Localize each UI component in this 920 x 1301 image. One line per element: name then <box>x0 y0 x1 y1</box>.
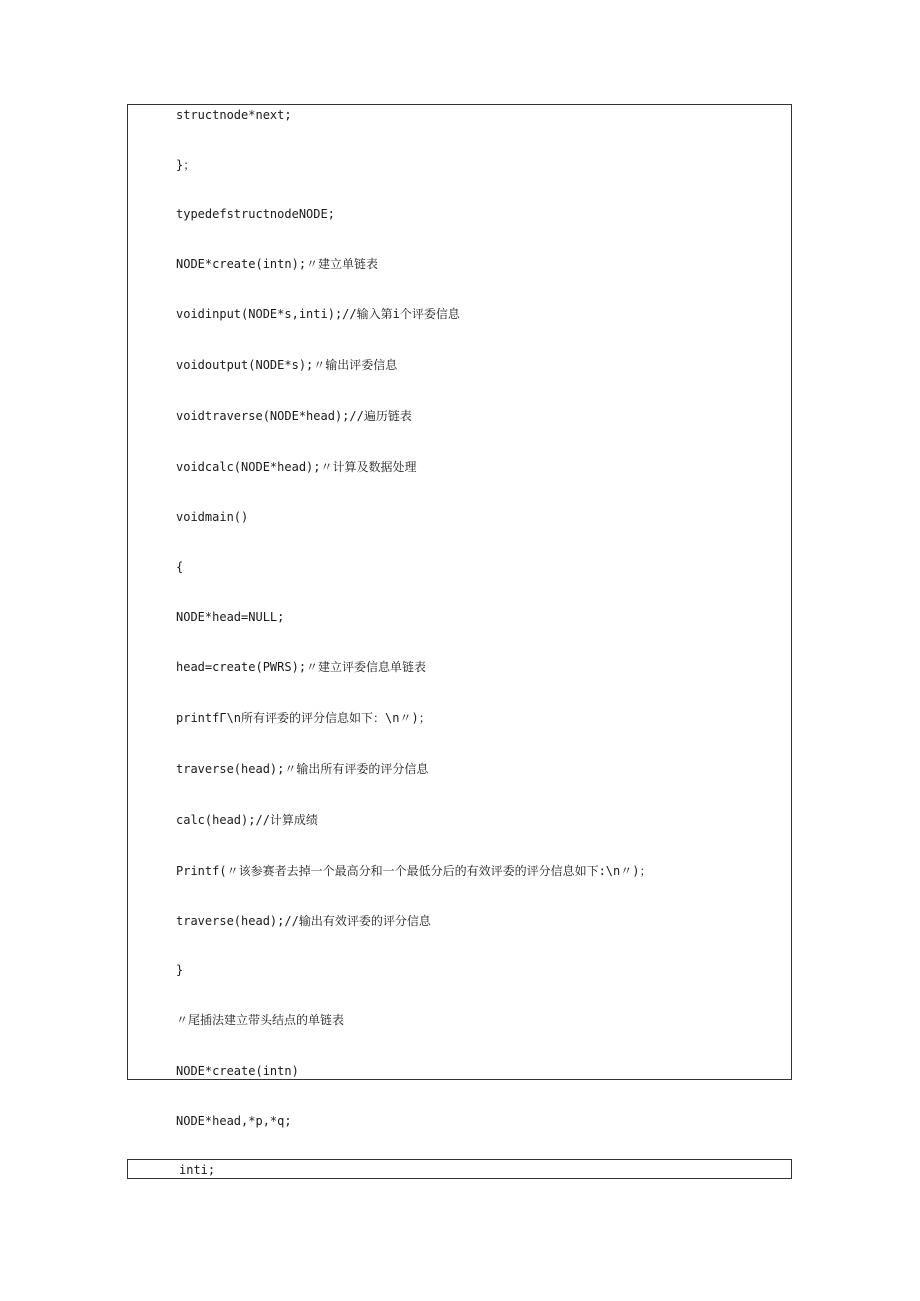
code-line: NODE*head,*p,*q; <box>176 1114 292 1128</box>
code-line: voidoutput(NODE*s);〃输出评委信息 <box>176 358 398 372</box>
code-line: NODE*head=NULL; <box>176 610 285 624</box>
code-line: traverse(head);//输出有效评委的评分信息 <box>176 914 431 928</box>
code-line: voidmain() <box>176 510 249 524</box>
code-line: voidinput(NODE*s,inti);//输入第i个评委信息 <box>176 307 460 321</box>
code-line: } <box>176 963 184 977</box>
code-line: NODE*create(intn) <box>176 1064 299 1078</box>
code-line: { <box>176 560 184 574</box>
code-box-bottom <box>127 1159 792 1179</box>
code-line: traverse(head);〃输出所有评委的评分信息 <box>176 762 429 776</box>
code-line: voidcalc(NODE*head);〃计算及数据处理 <box>176 460 417 474</box>
code-line: structnode*next; <box>176 108 292 122</box>
code-line: inti; <box>179 1163 216 1177</box>
code-line: typedefstructnodeNODE; <box>176 207 335 221</box>
code-box-top <box>127 104 792 1080</box>
code-line: NODE*create(intn);〃建立单链表 <box>176 257 379 271</box>
code-line: head=create(PWRS);〃建立评委信息单链表 <box>176 660 427 674</box>
code-line: printfΓ\n所有评委的评分信息如下：\n〃)； <box>176 711 431 725</box>
code-line: 〃尾插法建立带头结点的单链表 <box>176 1013 345 1027</box>
code-line: calc(head);//计算成绩 <box>176 813 318 827</box>
code-line: Printf(〃该参赛者去掉一个最高分和一个最低分后的有效评委的评分信息如下:\n〃)； <box>176 864 652 878</box>
code-line: voidtraverse(NODE*head);//遍历链表 <box>176 409 412 423</box>
code-line: }； <box>176 158 196 172</box>
